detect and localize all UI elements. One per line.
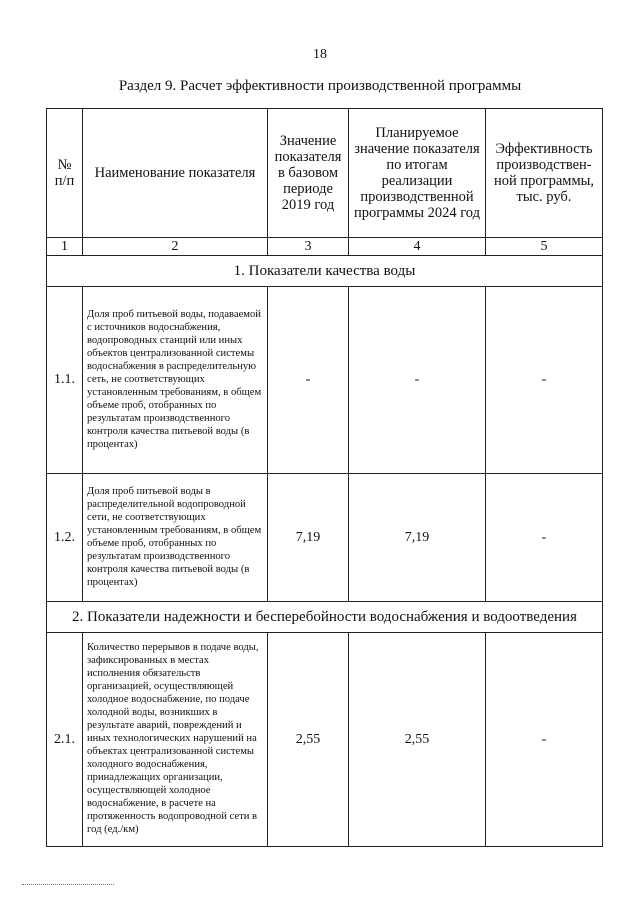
row-indicator-name: Количество перерывов в подаче воды, зафиксированных в местах исполнения обязательств организацией, осуществляющей холодное водоснабжение, по подаче холодной воды, возникших в результате аварий, повреждений и иных технологических нарушений на объектах централизованной системы холодного водоснабжения, принадлежащих организации, осуществляющей холодное водоснабжение, в расчете на протяженность водопроводной сети в год (ед./км): [83, 633, 268, 847]
row-number: 1.1.: [47, 287, 83, 474]
column-number: 2: [83, 238, 268, 256]
row-base-value: 2,55: [268, 633, 349, 847]
row-efficiency: -: [486, 633, 603, 847]
column-number: 5: [486, 238, 603, 256]
column-number: 1: [47, 238, 83, 256]
group-title: 1. Показатели качества воды: [47, 256, 603, 287]
row-planned-value: 7,19: [349, 474, 486, 602]
header-efficiency: Эффективность производствен-ной программы, тыс. руб.: [486, 109, 603, 238]
row-planned-value: 2,55: [349, 633, 486, 847]
row-base-value: -: [268, 287, 349, 474]
table-row: [47, 287, 603, 474]
group-title-row: [47, 256, 603, 287]
row-planned-value: -: [349, 287, 486, 474]
header-number: № п/п: [47, 109, 83, 238]
row-indicator-name: Доля проб питьевой воды, подаваемой с источников водоснабжения, водопроводных станций или иных объектов централизованной системы водоснабжения в распределительную сеть, не соответствующих установленным требованиям, в общем объеме проб, отобранных по результатам производственного контроля качества питьевой воды (в процентах): [83, 287, 268, 474]
header-indicator-name: Наименование показателя: [83, 109, 268, 238]
group-title: 2. Показатели надежности и бесперебойности водоснабжения и водоотведения: [47, 602, 603, 633]
column-number: 4: [349, 238, 486, 256]
row-efficiency: -: [486, 474, 603, 602]
row-number: 2.1.: [47, 633, 83, 847]
table-row: [47, 474, 603, 602]
column-number: 3: [268, 238, 349, 256]
header-planned-value: Планируемое значение показателя по итогам реализации производственной программы 2024 год: [349, 109, 486, 238]
efficiency-table: [46, 108, 603, 847]
row-efficiency: -: [486, 287, 603, 474]
row-base-value: 7,19: [268, 474, 349, 602]
section-title: Раздел 9. Расчет эффективности производственной программы: [118, 78, 522, 94]
table-header-row: [47, 109, 603, 238]
group-title-row: [47, 602, 603, 633]
row-indicator-name: Доля проб питьевой воды в распределительной водопроводной сети, не соответствующих установленным требованиям, в общем объеме проб, отобранных по результатам производственного контроля качества питьевой воды (в процентах): [83, 474, 268, 602]
row-number: 1.2.: [47, 474, 83, 602]
header-base-value: Значение показателя в базовом периоде 2019 год: [268, 109, 349, 238]
page-number: 18: [313, 47, 327, 62]
footer-rule: [22, 884, 114, 885]
table-row: [47, 633, 603, 847]
column-numbers-row: [47, 238, 603, 256]
